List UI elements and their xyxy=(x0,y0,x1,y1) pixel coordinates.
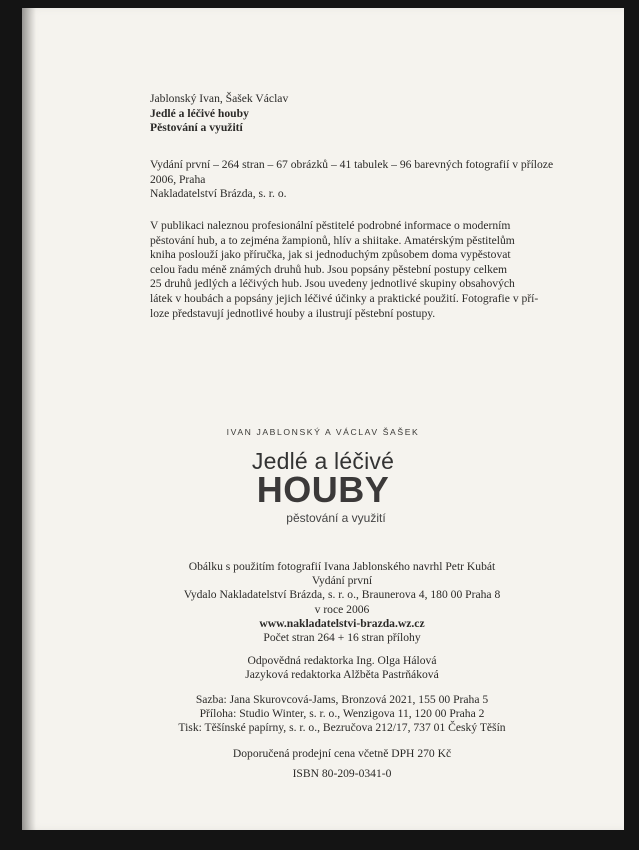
abstract xyxy=(150,219,590,321)
bibliographic-record xyxy=(150,92,590,136)
language-editor: Jazyková redaktorka Alžběta Pastrňáková xyxy=(245,668,439,682)
abstract-line: 25 druhů jedlých a léčivých hub. Jsou uvedeny jednotlivé skupiny obsahových xyxy=(150,277,515,291)
price: Doporučená prodejní cena včetně DPH 270 Kč xyxy=(232,747,452,760)
publisher-line: Nakladatelství Brázda, s. r. o. xyxy=(150,187,287,201)
book-page xyxy=(22,8,624,830)
responsible-editor: Odpovědná redaktorka Ing. Olga Hálová xyxy=(247,654,437,667)
publisher-website: www.nakladatelstvi-brazda.wz.cz xyxy=(259,616,425,630)
publication-year: v roce 2006 xyxy=(314,602,370,616)
abstract-line: loze představují jednotlivé houby a ilustrují pěstební postupy. xyxy=(150,306,436,320)
abstract-line: látek v houbách a popsány jejich léčivé účinky a praktické použití. Fotografie v pří- xyxy=(150,291,539,305)
abstract-line: kniha poslouží jako příručka, jak si jednoduchým způsobem doma vypěstovat xyxy=(150,248,511,262)
page-count: Počet stran 264 + 16 stran přílohy xyxy=(263,631,421,645)
spine-shadow xyxy=(22,8,36,830)
bib-authors: Jablonský Ivan, Šašek Václav xyxy=(150,92,289,105)
printer: Tisk: Těšínské papírny, s. r. o., Bezručova 212/17, 737 01 Český Těšín xyxy=(178,721,506,735)
cover-credit: Obálku s použitím fotografií Ivana Jablonského navrhl Petr Kubát xyxy=(188,560,496,573)
appendix-credit: Příloha: Studio Winter, s. r. o., Wenzigova 11, 120 00 Praha 2 xyxy=(199,707,485,721)
publisher-address: Vydalo Nakladatelství Brázda, s. r. o., Braunerova 4, 180 00 Praha 8 xyxy=(183,588,501,602)
edition-label: Vydání první xyxy=(311,574,373,588)
abstract-line: celou řadu méně známých druhů hub. Jsou popsány pěstební postupy celkem xyxy=(150,262,508,276)
abstract-line: pěstování hub, a to zejména žampionů, hlív a shiitake. Amatérským pěstitelům xyxy=(150,233,515,247)
isbn: ISBN 80-209-0341-0 xyxy=(292,767,392,780)
cover-authors: IVAN JABLONSKÝ A VÁCLAV ŠAŠEK xyxy=(226,427,420,437)
cover-subtitle: pěstování a využití xyxy=(286,511,386,525)
cover-big-title: HOUBY xyxy=(256,469,390,510)
cover-title: Jedlé a léčivé xyxy=(251,448,395,474)
imprint-editors xyxy=(142,654,542,682)
edition-line-2: 2006, Praha xyxy=(150,172,206,186)
bib-subtitle: Pěstování a využití xyxy=(150,121,243,135)
edition-line-1: Vydání první – 264 stran – 67 obrázků – 41 tabulek – 96 barevných fotografií v příloze xyxy=(150,158,554,171)
bib-title: Jedlé a léčivé houby xyxy=(150,106,249,120)
imprint-publication xyxy=(142,560,542,645)
abstract-line: V publikaci naleznou profesionální pěstitelé podrobné informace o moderním xyxy=(150,219,511,232)
edition-info xyxy=(150,158,590,202)
imprint-production xyxy=(142,693,542,736)
typesetting: Sazba: Jana Skurovcová-Jams, Bronzová 2021, 155 00 Praha 5 xyxy=(195,693,489,706)
